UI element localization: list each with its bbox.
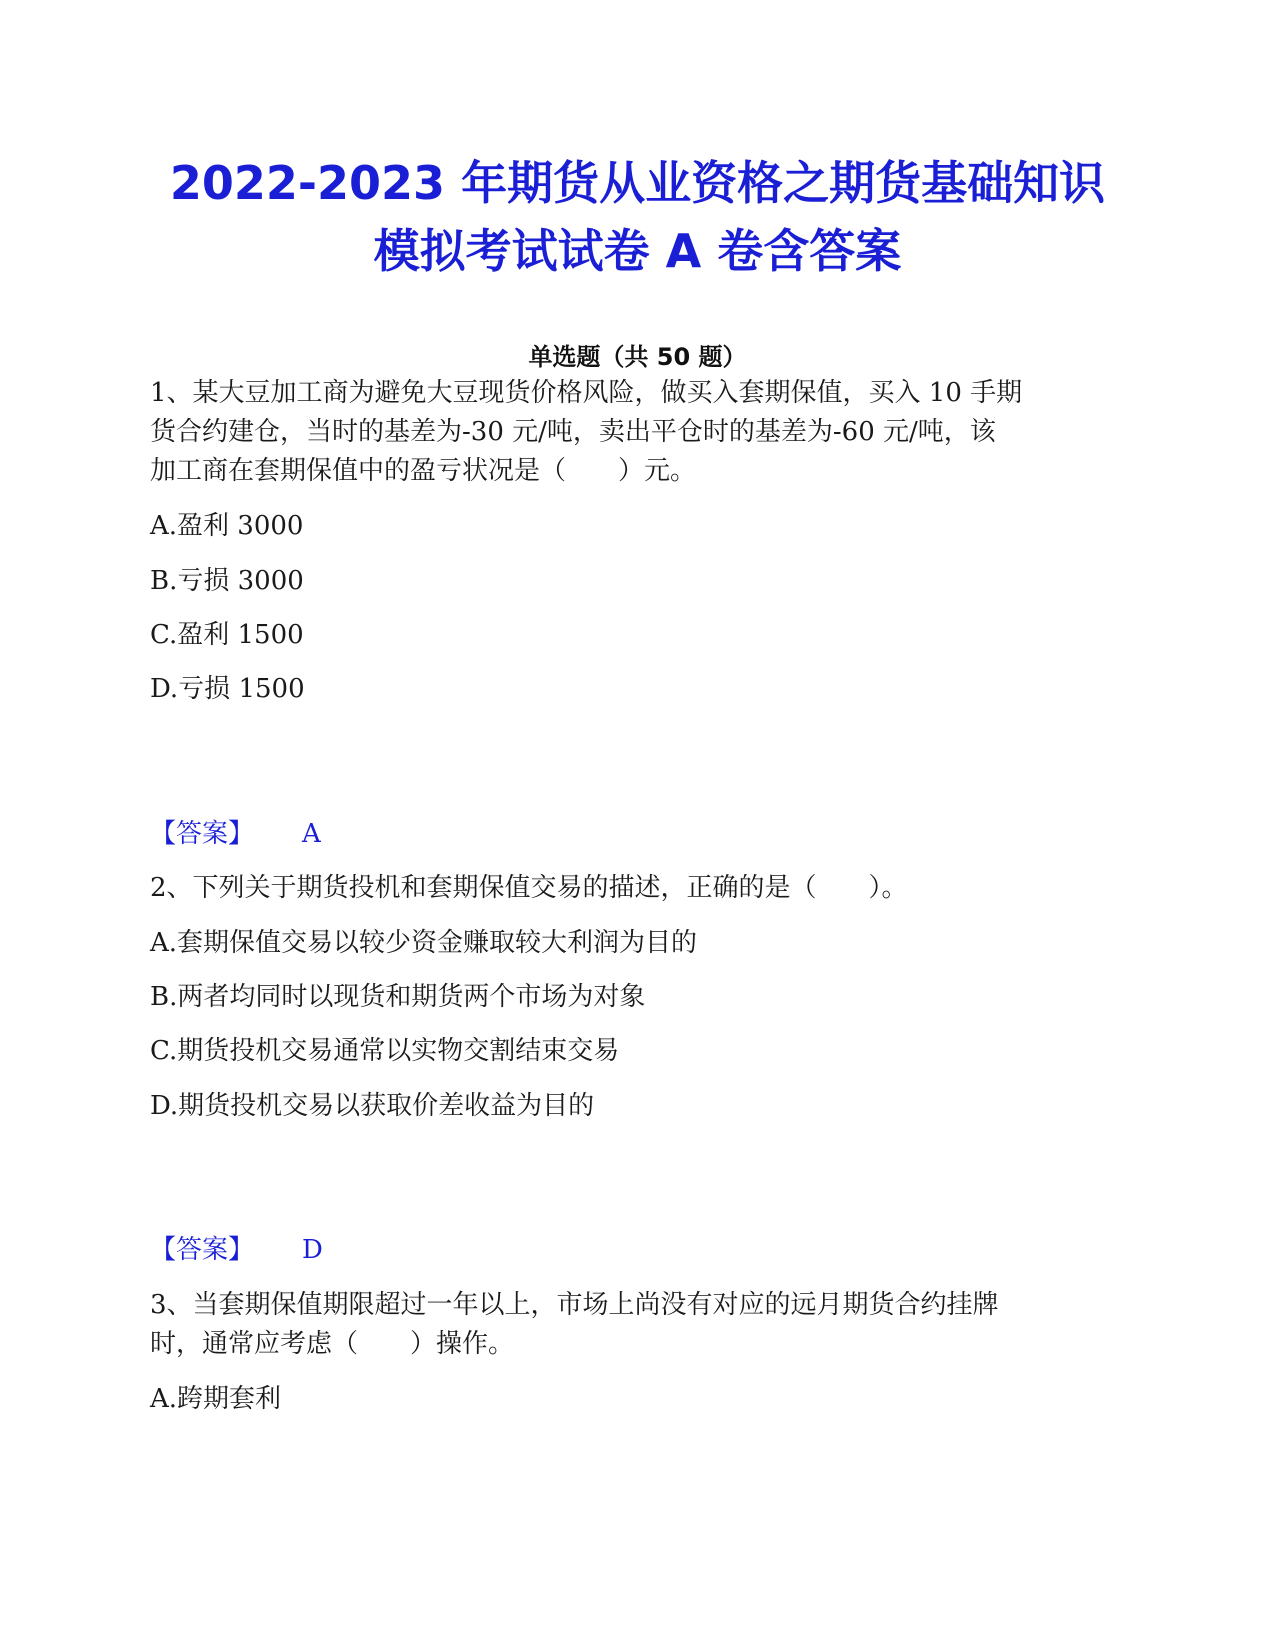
- question-1-option-c: C.盈利 1500: [150, 620, 304, 650]
- answer-label: 【答案】: [150, 1235, 255, 1265]
- question-2-option-c: C.期货投机交易通常以实物交割结束交易: [150, 1036, 620, 1066]
- answer-value: D: [302, 1235, 323, 1265]
- section-heading: 单选题（共 50 题）: [528, 343, 747, 371]
- question-1-answer: [150, 817, 321, 851]
- question-1-stem-line-3: 加工商在套期保值中的盈亏状况是（ ）元。: [150, 456, 697, 486]
- question-2-option-a: A.套期保值交易以较少资金赚取较大利润为目的: [150, 928, 698, 958]
- question-2-stem-line-1: 2、下列关于期货投机和套期保值交易的描述，正确的是（ ）。: [150, 873, 908, 903]
- answer-value: A: [302, 819, 321, 849]
- question-2-option-d: D.期货投机交易以获取价差收益为目的: [150, 1091, 595, 1121]
- page-title-line-1: 2022-2023 年期货从业资格之期货基础知识: [169, 156, 1106, 210]
- question-1-stem-line-2: 货合约建仓，当时的基差为-30 元/吨，卖出平仓时的基差为-60 元/吨，该: [150, 417, 996, 447]
- question-2-option-b: B.两者均同时以现货和期货两个市场为对象: [150, 982, 646, 1012]
- question-1-option-a: A.盈利 3000: [150, 511, 304, 541]
- answer-label: 【答案】: [150, 819, 255, 849]
- question-3-stem-line-2: 时，通常应考虑（ ）操作。: [150, 1329, 515, 1359]
- question-1-option-b: B.亏损 3000: [150, 566, 304, 596]
- question-2-answer: [150, 1233, 323, 1267]
- question-1-stem-line-1: 1、某大豆加工商为避免大豆现货价格风险，做买入套期保值，买入 10 手期: [150, 378, 1023, 408]
- question-3-option-a: A.跨期套利: [150, 1384, 282, 1414]
- page-title-line-2: 模拟考试试卷 A 卷含答案: [373, 224, 902, 278]
- question-1-option-d: D.亏损 1500: [150, 674, 305, 704]
- question-3-stem-line-1: 3、当套期保值期限超过一年以上，市场上尚没有对应的远月期货合约挂牌: [150, 1290, 999, 1320]
